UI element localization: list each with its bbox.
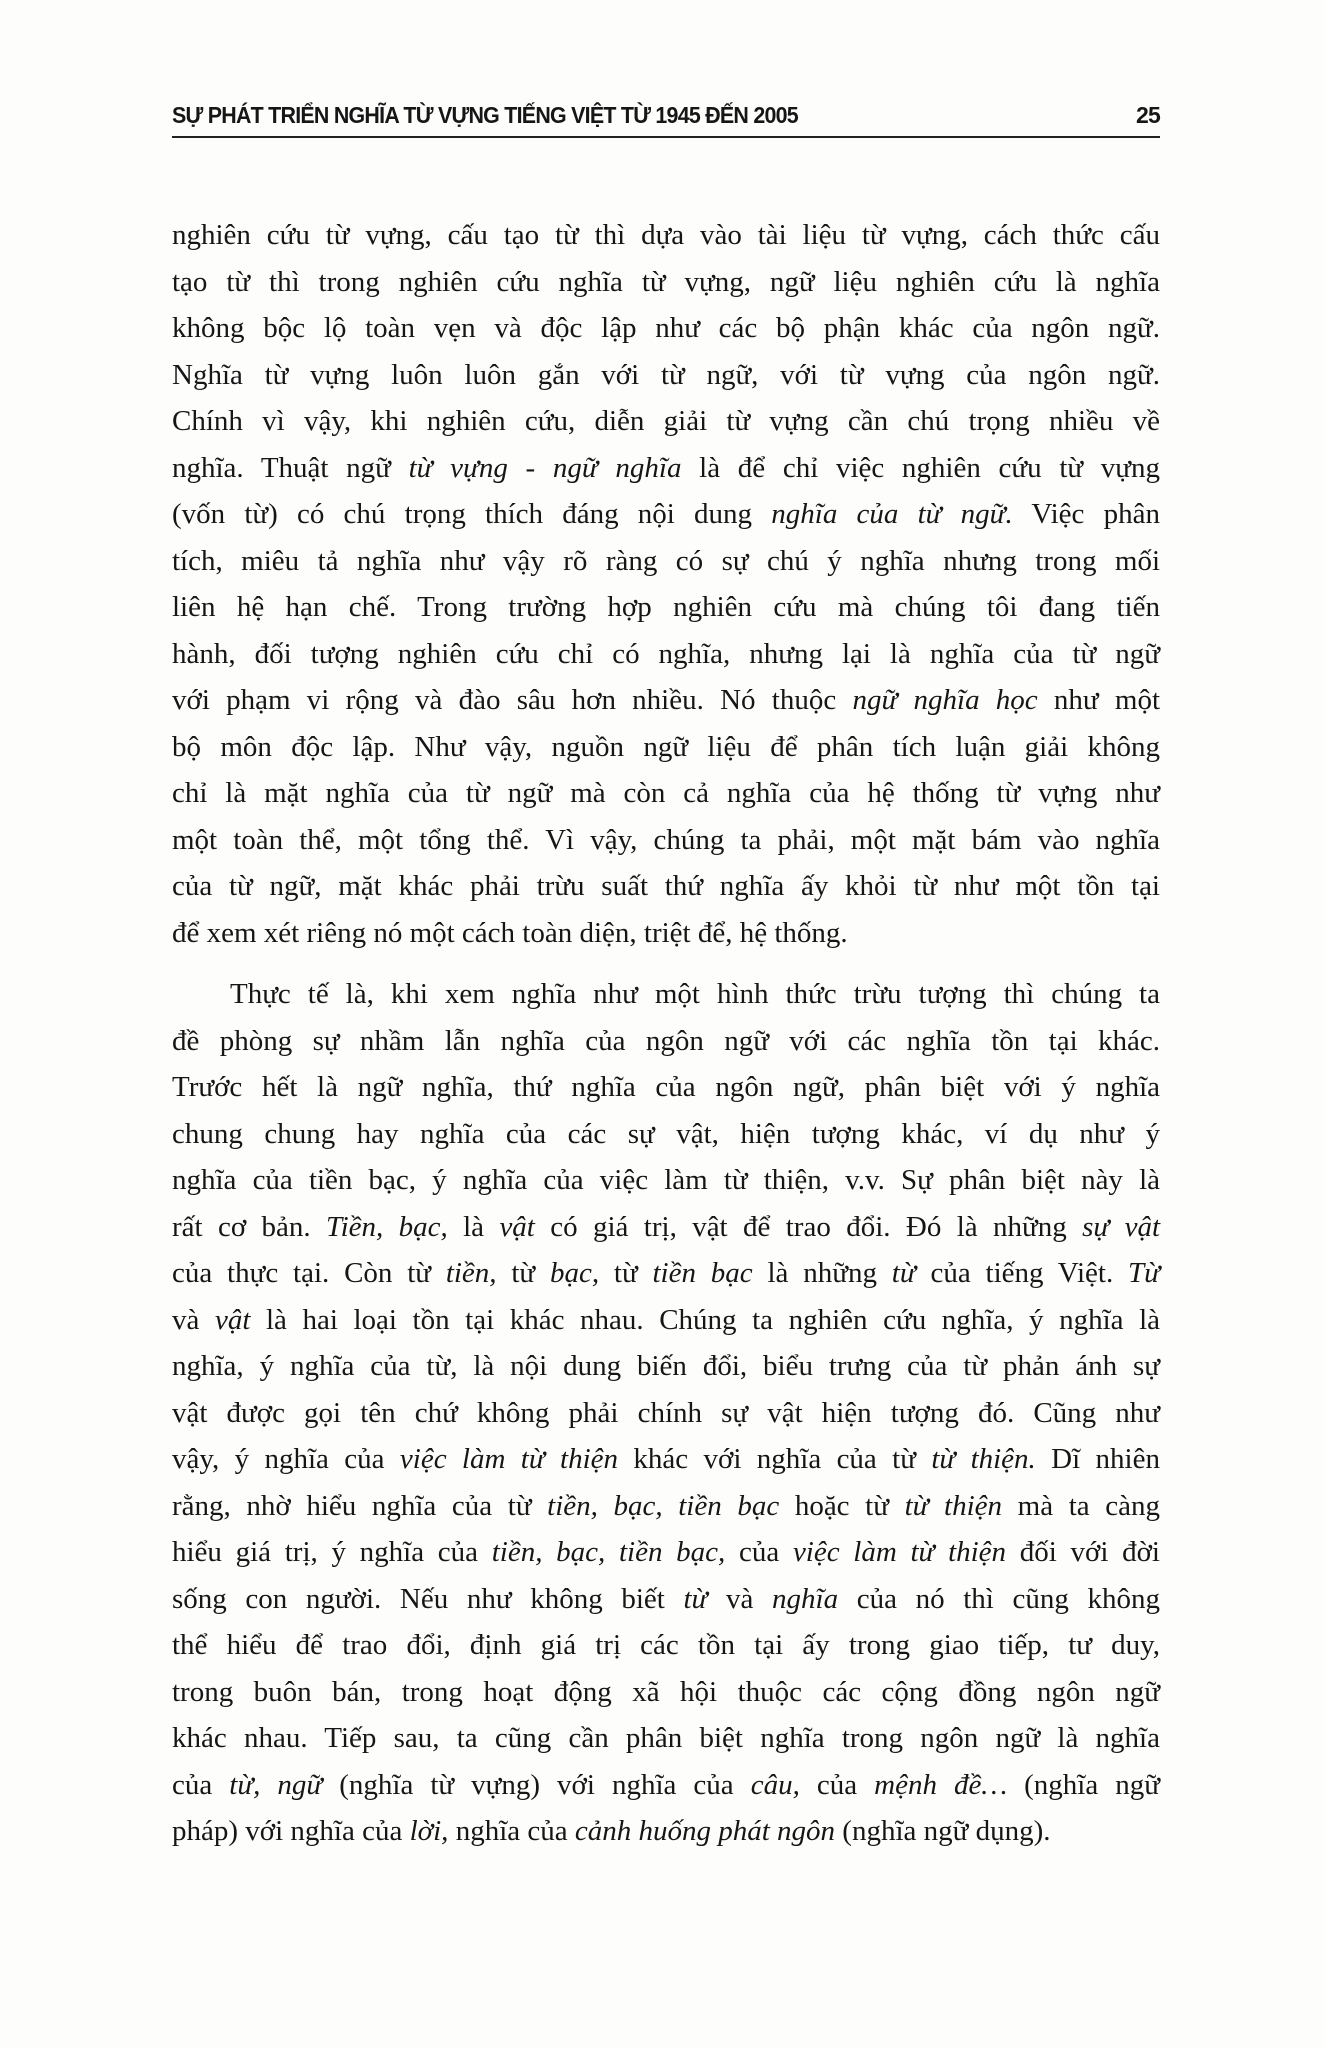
text-segment: từ	[496, 1257, 550, 1289]
text-segment: sống con người. Nếu như không biết	[172, 1582, 684, 1615]
text-segment: Dĩ nhiên	[1035, 1443, 1160, 1475]
text-segment: của	[799, 1768, 875, 1801]
text-segment: với phạm vi rộng và đào sâu hơn nhiều. Nó thuộc	[172, 684, 853, 716]
text-segment: một toàn thể, một tổng thể. Vì vậy, chúng ta phải, một mặt bám vào nghĩa	[172, 823, 1160, 856]
text-segment: để xem xét riêng nó một cách toàn diện, triệt để, hệ thống.	[172, 916, 848, 949]
text-segment: mà ta càng	[1002, 1489, 1160, 1522]
italic-term: vật	[499, 1210, 535, 1243]
running-header-title: SỰ PHÁT TRIỂN NGHĨA TỪ VỰNG TIẾNG VIỆT TỪ 1945 ĐẾN 2005	[172, 102, 798, 128]
text-segment: nghiên cứu từ vựng, cấu tạo từ thì dựa vào tài liệu từ vựng, cách thức cấu	[172, 219, 1160, 251]
text-segment: khác với nghĩa của từ	[618, 1443, 932, 1475]
text-segment: tạo từ thì trong nghiên cứu nghĩa từ vựng, ngữ liệu nghiên cứu là nghĩa	[172, 265, 1160, 298]
text-segment: thể hiểu để trao đổi, định giá trị các tồn tại ấy trong giao tiếp, tư duy,	[172, 1629, 1160, 1661]
text-segment: của từ ngữ, mặt khác phải trừu suất thứ nghĩa ấy khỏi từ như một tồn tại	[172, 870, 1160, 902]
text-segment: khác nhau. Tiếp sau, ta cũng cần phân biệt nghĩa trong ngôn ngữ là nghĩa	[172, 1722, 1160, 1754]
italic-term: từ, ngữ	[229, 1768, 323, 1801]
text-line	[172, 1250, 1160, 1297]
italic-term: nghĩa	[772, 1582, 839, 1615]
text-line	[172, 1204, 1160, 1251]
text-line	[172, 631, 1160, 678]
text-line	[172, 491, 1160, 538]
italic-term: lời,	[409, 1815, 449, 1847]
text-line	[172, 910, 1160, 957]
text-segment: Trước hết là ngữ nghĩa, thứ nghĩa của ngôn ngữ, phân biệt với ý nghĩa	[172, 1071, 1160, 1103]
text-line	[172, 1808, 1160, 1855]
page-number: 25	[1136, 102, 1160, 128]
running-header	[172, 100, 1160, 138]
text-line	[172, 1297, 1160, 1344]
text-line	[172, 1111, 1160, 1158]
text-line	[172, 398, 1160, 445]
italic-term: Từ	[1128, 1257, 1160, 1289]
paragraph	[172, 212, 1160, 956]
text-segment: là	[447, 1210, 500, 1243]
text-segment: chung chung hay nghĩa của các sự vật, hiện tượng khác, ví dụ như ý	[172, 1117, 1160, 1150]
text-segment: rất cơ bản.	[172, 1210, 327, 1243]
italic-term: nghĩa của từ ngữ.	[771, 498, 1013, 530]
italic-term: tiền,	[445, 1257, 497, 1289]
text-segment: hiểu giá trị, ý nghĩa của	[172, 1536, 492, 1568]
text-segment: vậy, ý nghĩa của	[172, 1443, 400, 1475]
text-segment: (nghĩa ngữ dụng).	[835, 1815, 1051, 1847]
text-line	[172, 863, 1160, 910]
italic-term: bạc,	[549, 1257, 600, 1289]
text-segment: tích, miêu tả nghĩa như vậy rõ ràng có sự chú ý nghĩa nhưng trong mối	[172, 544, 1160, 577]
italic-term: từ thiện.	[931, 1443, 1036, 1475]
italic-term: ngữ nghĩa học	[852, 684, 1038, 716]
italic-term: việc làm từ thiện	[399, 1443, 619, 1475]
text-line	[172, 1436, 1160, 1483]
italic-term: từ	[683, 1582, 708, 1615]
text-line	[172, 1762, 1160, 1809]
text-segment: (nghĩa ngữ	[1007, 1768, 1160, 1801]
text-line	[172, 1669, 1160, 1716]
text-line	[172, 724, 1160, 771]
text-segment: liên hệ hạn chế. Trong trường hợp nghiên cứu mà chúng tôi đang tiến	[172, 591, 1160, 623]
italic-term: việc làm từ thiện	[792, 1536, 1007, 1568]
text-line	[172, 584, 1160, 631]
text-line	[172, 1064, 1160, 1111]
paragraph	[172, 971, 1160, 1855]
text-segment: Chính vì vậy, khi nghiên cứu, diễn giải từ vựng cần chú trọng nhiều về	[172, 405, 1160, 437]
text-segment: Việc phân	[1012, 498, 1160, 530]
italic-term: tiền bạc	[652, 1257, 753, 1289]
italic-term: cảnh huống phát ngôn	[574, 1815, 836, 1847]
text-line	[172, 770, 1160, 817]
text-line	[172, 971, 1160, 1018]
text-segment: (vốn từ) có chú trọng thích đáng nội dung	[172, 498, 772, 530]
text-line	[172, 1018, 1160, 1065]
text-segment: từ	[599, 1257, 653, 1289]
text-segment: Nghĩa từ vựng luôn luôn gắn với từ ngữ, với từ vựng của ngôn ngữ.	[172, 358, 1160, 391]
text-segment: trong buôn bán, trong hoạt động xã hội thuộc các cộng đồng ngôn ngữ	[172, 1675, 1160, 1708]
text-segment: và	[172, 1303, 215, 1336]
text-line	[172, 445, 1160, 492]
text-line	[172, 1715, 1160, 1762]
italic-term: vật	[214, 1303, 251, 1336]
italic-term: từ vựng - ngữ nghĩa	[408, 451, 682, 484]
text-segment: là hai loại tồn tại khác nhau. Chúng ta nghiên cứu nghĩa, ý nghĩa là	[250, 1303, 1161, 1336]
text-segment: hoặc từ	[779, 1489, 905, 1522]
text-line	[172, 1576, 1160, 1623]
text-line	[172, 1343, 1160, 1390]
text-segment: của nó thì cũng không	[838, 1582, 1161, 1615]
text-segment: hành, đối tượng nghiên cứu chỉ có nghĩa, nhưng lại là nghĩa của từ ngữ	[172, 637, 1160, 670]
italic-term: sự vật	[1082, 1210, 1160, 1243]
text-segment: đối với đời	[1006, 1536, 1160, 1568]
italic-term: Tiền, bạc,	[326, 1210, 448, 1243]
text-line	[172, 259, 1160, 306]
text-segment: như một	[1037, 684, 1160, 716]
italic-term: câu,	[750, 1768, 800, 1801]
text-line	[172, 1622, 1160, 1669]
text-segment: nghĩa. Thuật ngữ	[172, 451, 409, 484]
text-segment: không bộc lộ toàn vẹn và độc lập như các bộ phận khác của ngôn ngữ.	[172, 312, 1160, 344]
text-segment: Thực tế là, khi xem nghĩa như một hình thức trừu tượng thì chúng ta	[230, 978, 1160, 1010]
text-line	[172, 212, 1160, 259]
text-segment: rằng, nhờ hiểu nghĩa của từ	[172, 1489, 548, 1522]
text-segment: của thực tại. Còn từ	[172, 1257, 446, 1289]
italic-term: từ thiện	[904, 1489, 1003, 1522]
text-line	[172, 305, 1160, 352]
italic-term: mệnh đề…	[874, 1768, 1008, 1801]
text-segment: pháp) với nghĩa của	[172, 1815, 410, 1847]
text-segment: của	[725, 1536, 793, 1568]
text-line	[172, 1390, 1160, 1437]
text-line	[172, 677, 1160, 724]
text-segment: nghĩa của tiền bạc, ý nghĩa của việc làm từ thiện, v.v. Sự phân biệt này là	[172, 1164, 1160, 1196]
text-line	[172, 1157, 1160, 1204]
text-segment: của tiếng Việt.	[915, 1257, 1129, 1289]
text-segment: nghĩa, ý nghĩa của từ, là nội dung biến đổi, biểu trưng của từ phản ánh sự	[172, 1350, 1160, 1382]
text-segment: là những	[752, 1257, 892, 1289]
text-segment: là để chỉ việc nghiên cứu từ vựng	[681, 451, 1161, 484]
text-segment: nghĩa của	[448, 1815, 575, 1847]
text-line	[172, 817, 1160, 864]
text-segment: chỉ là mặt nghĩa của từ ngữ mà còn cả nghĩa của hệ thống từ vựng như	[172, 777, 1160, 809]
text-line	[172, 1483, 1160, 1530]
text-segment: bộ môn độc lập. Như vậy, nguồn ngữ liệu để phân tích luận giải không	[172, 730, 1160, 763]
text-line	[172, 1529, 1160, 1576]
text-line	[172, 352, 1160, 399]
text-segment: đề phòng sự nhầm lẫn nghĩa của ngôn ngữ với các nghĩa tồn tại khác.	[172, 1024, 1160, 1057]
text-segment: (nghĩa từ vựng) với nghĩa của	[322, 1768, 751, 1801]
text-segment: vật được gọi tên chứ không phải chính sự vật hiện tượng đó. Cũng như	[172, 1396, 1160, 1429]
text-segment: có giá trị, vật để trao đổi. Đó là những	[534, 1210, 1083, 1243]
text-line	[172, 538, 1160, 585]
italic-term: tiền, bạc, tiền bạc	[547, 1489, 780, 1522]
body-text	[172, 212, 1160, 1855]
italic-term: tiền, bạc, tiền bạc,	[491, 1536, 726, 1568]
text-segment: và	[707, 1582, 773, 1615]
text-segment: của	[172, 1768, 230, 1801]
italic-term: từ	[891, 1257, 916, 1289]
